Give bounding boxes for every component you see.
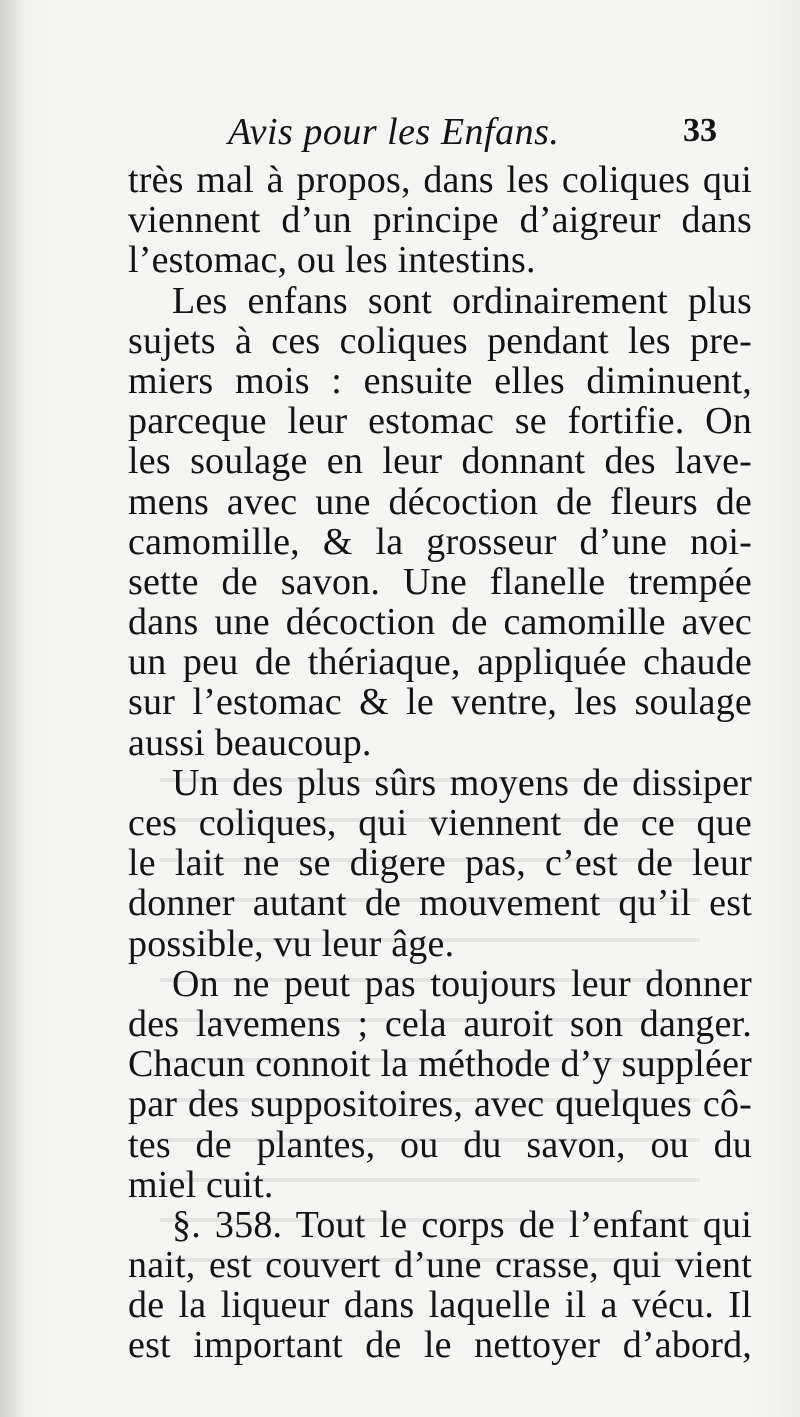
text-line: des lavemens ; cela auroit son danger. (128, 1002, 752, 1045)
running-head: Avis pour les Enfans. (228, 111, 560, 153)
text-line: dans une décoction de camomille avec (128, 601, 752, 644)
text-line: possible, vu leur âge. (128, 922, 455, 965)
text-line: On ne peut pas toujours leur donner (172, 962, 752, 1005)
text-line: le lait ne se digere pas, c’est de leur (128, 842, 752, 885)
text-line: §. 358. Tout le corps de l’enfant qui (172, 1203, 752, 1246)
text-line: camomille, & la grosseur d’une noi- (128, 520, 752, 563)
text-line: Un des plus sûrs moyens de dissiper (172, 761, 752, 804)
text-line: nait, est couvert d’une crasse, qui vient (128, 1244, 752, 1287)
text-line: viennent d’un principe d’aigreur dans (128, 199, 752, 242)
text-line: par des suppositoires, avec quelques cô- (128, 1083, 752, 1126)
page-header (228, 110, 768, 160)
text-line: tes de plantes, ou du savon, ou du (128, 1123, 752, 1166)
text-line: Chacun connoit la méthode d’y suppléer (128, 1043, 752, 1086)
text-line: miel cuit. (128, 1163, 274, 1206)
body-text (128, 160, 752, 1366)
text-line: Les enfans sont ordinairement plus (172, 279, 752, 322)
text-line: l’estomac, ou les intestins. (128, 239, 536, 282)
text-line: est important de le nettoyer d’abord, (128, 1324, 752, 1367)
text-line: miers mois : ensuite elles diminuent, (128, 359, 752, 402)
text-line: donner autant de mouvement qu’il est (128, 882, 752, 925)
text-line: un peu de thériaque, appliquée chaude (128, 641, 752, 684)
text-line: très mal à propos, dans les coliques qui (128, 159, 752, 201)
page-number: 33 (683, 112, 717, 149)
text-line: sur l’estomac & le ventre, les soulage (128, 681, 752, 724)
text-line: mens avec une décoction de fleurs de (128, 480, 752, 523)
text-line: aussi beaucoup. (128, 721, 372, 764)
text-line: parceque leur estomac se fortifie. On (128, 400, 752, 443)
text-line: de la liqueur dans laquelle il a vécu. Il (128, 1284, 752, 1327)
text-line: les soulage en leur donnant des lave- (128, 440, 752, 483)
text-line: sette de savon. Une flanelle trempée (128, 560, 752, 603)
text-line: ces coliques, qui viennent de ce que (128, 802, 752, 844)
text-line: sujets à ces coliques pendant les pre- (128, 319, 752, 362)
page-gutter (0, 0, 22, 1417)
